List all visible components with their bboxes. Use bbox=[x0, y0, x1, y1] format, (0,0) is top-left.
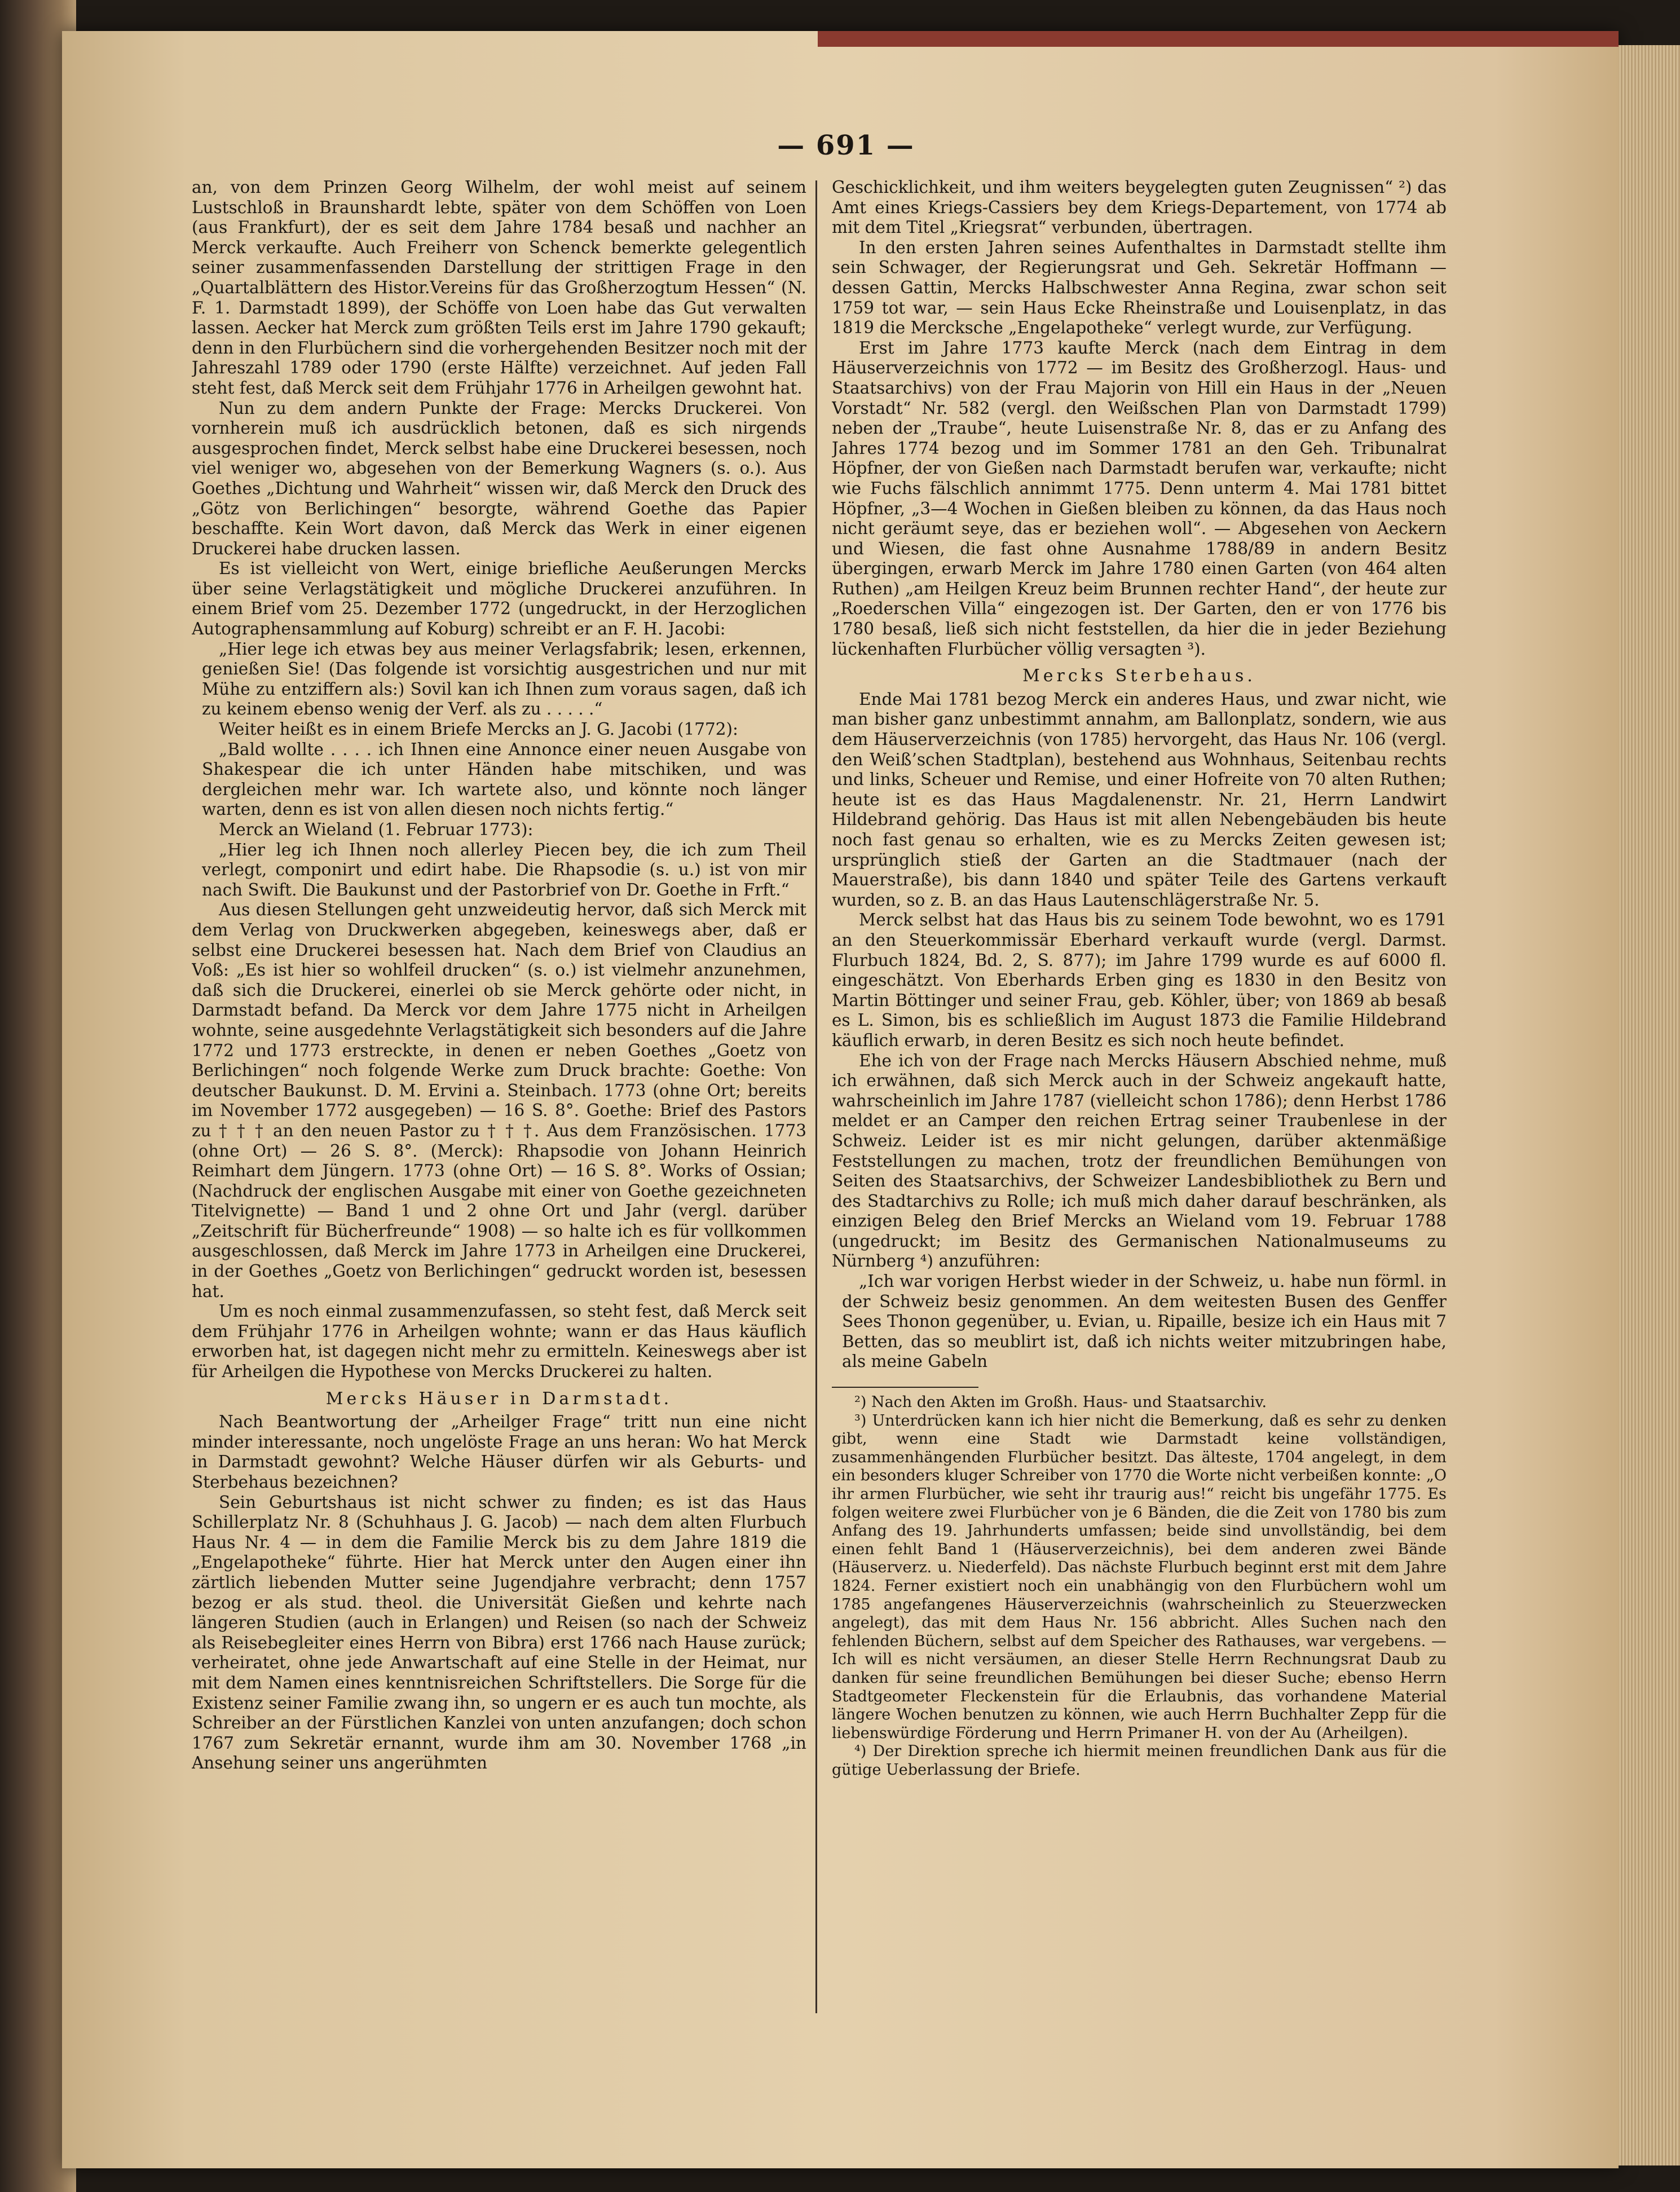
footnote: ³) Unterdrücken kann ich hier nicht die Bemerkung, daß es sehr zu denken gibt, wenn eine Stadt wie Darmstadt keine vollständigen, zusammenhängenden Flurbücher besitzt. Das älteste, 1704 angelegt, in dem ein besonders kluger Schreiber von 1770 die Worte nicht verbeißen konnte: „O ihr armen Flurbücher, wie seht ihr traurig aus!“ reicht bis ungefähr 1775. Es folgen weitere zwei Flurbücher von je 6 Bänden, die die Zeit von 1780 bis zum Anfang des 19. Jahrhunderts umfassen; beide sind unvollständig, bei dem einen fehlt Band 1 (Häuserverzeichnis), bei dem anderen zwei Bände (Häuserverz. u. Niederfeld). Das nächste Flurbuch beginnt erst mit dem Jahre 1824. Ferner existiert noch ein unabhängig von den Flurbüchern wohl um 1785 angefangenes Häuserverzeichnis (wahrscheinlich zu Steuerzwecken angelegt), das mit dem Haus Nr. 156 abbricht. Alles Suchen nach den fehlenden Büchern, selbst auf dem Speicher des Rathauses, war vergebens. — Ich will es nicht versäumen, an dieser Stelle Herrn Rechnungsrat Daub zu danken für seine freundlichen Bemühungen bei dieser Suche; ebenso Herrn Stadtgeometer Fleckenstein für die Erlaubnis, das vorhandene Material längere Wochen benutzen zu können, wie auch Herrn Buchhalter Zepp für die liebenswürdige Förderung und Herrn Primaner H. von der Au (Arheilgen). bbox=[832, 1412, 1447, 1742]
paragraph: an, von dem Prinzen Georg Wilhelm, der wohl meist auf seinem Lustschloß in Braunshardt lebte, später von dem Schöffen von Loen (aus Frankfurt), der es seit dem Jahre 1784 besaß und nachher an Merck verkaufte. Auch Freiherr von Schenck bemerkte gelegentlich seiner zusammenfassenden Darstellung der strittigen Frage in den „Quartalblättern des Histor.Vereins für das Großherzogtum Hessen“ (N. F. 1. Darmstadt 1899), der Schöffe von Loen habe das Gut verwalten lassen. Aecker hat Merck zum größten Teils erst im Jahre 1790 gekauft; denn in den Flurbüchern sind die vorhergehenden Besitzer noch mit der Jahreszahl 1789 oder 1790 (erste Hälfte) verzeichnet. Auf jeden Fall steht fest, daß Merck seit dem Frühjahr 1776 in Arheilgen gewohnt hat. bbox=[192, 178, 806, 398]
paragraph: Ehe ich von der Frage nach Mercks Häusern Abschied nehme, muß ich erwähnen, daß sich Merck auch in der Schweiz angekauft hatte, wahrscheinlich im Jahre 1787 (vielleicht schon 1786); denn Herbst 1786 meldet er an Camper den reichen Ertrag seiner Traubenlese in der Schweiz. Leider ist es mir nicht gelungen, darüber aktenmäßige Feststellungen zu machen, trotz der freundlichen Bemühungen von Seiten des Staatsarchivs, der Schweizer Landesbibliothek zu Bern und des Stadtarchivs zu Rolle; ich muß mich daher darauf beschränken, als einzigen Beleg den Brief Mercks an Wieland vom 19. Februar 1788 (ungedruckt; im Besitz des Germanischen Nationalmuseums zu Nürnberg ⁴) anzuführen: bbox=[832, 1051, 1447, 1271]
paragraph: Merck an Wieland (1. Februar 1773): bbox=[219, 820, 533, 839]
paragraph: Geschicklichkeit, und ihm weiters beygelegten guten Zeugnissen“ ²) das Amt eines Kriegs-Cassiers bey dem Kriegs-Departement, von 1774 ab mit dem Titel „Kriegsrat“ verbunden, übertragen. bbox=[832, 178, 1447, 237]
quotation: „Hier lege ich etwas bey aus meiner Verlagsfabrik; lesen, erkennen, genießen Sie! (Das folgende ist vorsichtig ausgestrichen und nur mit Mühe zu entziffern als:) Sovil kan ich Ihnen zum voraus sagen, daß ich zu keinem ebenso wenig der Verf. als zu . . . . .“ bbox=[202, 639, 806, 719]
footnotes bbox=[832, 1393, 1447, 1779]
section-heading: Mercks Häuser in Darmstadt. bbox=[325, 1388, 673, 1409]
paragraph: Merck selbst hat das Haus bis zu seinem Tode bewohnt, wo es 1791 an den Steuerkommissär Eberhard verkauft wurde (vergl. Darmst. Flurbuch 1824, Bd. 2, S. 877); im Jahre 1799 wurde es auf 6000 fl. eingeschätzt. Von Eberhards Erben ging es 1830 in den Besitz von Martin Böttinger und seiner Frau, geb. Köhler, über; von 1869 ab besaß es L. Simon, bis es schließlich im August 1873 die Familie Hildebrand käuflich erwarb, in deren Besitz es sich noch heute befindet. bbox=[832, 910, 1447, 1050]
paragraph: Sein Geburtshaus ist nicht schwer zu finden; es ist das Haus Schillerplatz Nr. 8 (Schuhhaus J. G. Jacob) — nach dem alten Flurbuch Haus Nr. 4 — in dem die Familie Merck bis zu dem Jahre 1819 die „Engelapotheke“ führte. Hier hat Merck unter den Augen einer ihn zärtlich liebenden Mutter seine Jugendjahre verbracht; denn 1757 bezog er als stud. theol. die Universität Gießen und kehrte nach längeren Studien (auch in Erlangen) und Reisen (so nach der Schweiz als Reisebegleiter eines Herrn von Bibra) erst 1766 nach Hause zurück; verheiratet, ohne jede Anwartschaft auf eine Stelle in der Heimat, nur mit dem Namen eines kenntnisreichen Schriftstellers. Die Sorge für die Existenz seiner Familie zwang ihn, so ungern er es auch tun mochte, als Schreiber an der Fürstlichen Kanzlei von unten anzufangen; doch schon 1767 zum Sekretär ernannt, wurde ihm am 30. November 1768 „in Ansehung seiner uns angerühmten bbox=[192, 1492, 806, 1773]
footnote: ⁴) Der Direktion spreche ich hiermit meinen freundlichen Dank aus für die gütige Ueberlassung der Briefe. bbox=[832, 1743, 1447, 1779]
right-column bbox=[832, 178, 1447, 2022]
page-stack-edge bbox=[1619, 45, 1680, 2165]
paragraph: In den ersten Jahren seines Aufenthaltes in Darmstadt stellte ihm sein Schwager, der Regierungsrat und Geh. Sekretär Hoffmann — dessen Gattin, Mercks Halbschwester Anna Regina, zwar schon seit 1759 tot war, — sein Haus Ecke Rheinstraße und Louisenplatz, in das 1819 die Mercksche „Engelapotheke“ verlegt wurde, zur Verfügung. bbox=[832, 237, 1447, 338]
paragraph: Um es noch einmal zusammenzufassen, so steht fest, daß Merck seit dem Frühjahr 1776 in Arheilgen wohnte; wann er das Haus käuflich erworben hat, ist dagegen nicht mehr zu ermitteln. Keineswegs aber ist für Arheilgen die Hypothese von Mercks Druckerei zu halten. bbox=[192, 1302, 806, 1382]
footnote: ²) Nach den Akten im Großh. Haus- und Staatsarchiv. bbox=[854, 1393, 1267, 1412]
section-heading: Mercks Sterbehaus. bbox=[1022, 666, 1256, 686]
paragraph: Nach Beantwortung der „Arheilger Frage“ tritt nun eine nicht minder interessante, noch ungelöste Frage an uns heran: Wo hat Merck in Darmstadt gewohnt? Welche Häuser dürfen wir als Geburts- und Sterbehaus bezeichnen? bbox=[192, 1412, 806, 1492]
binding-strip bbox=[818, 31, 1619, 47]
paragraph: Nun zu dem andern Punkte der Frage: Mercks Druckerei. Von vornherein muß ich ausdrücklich betonen, daß es sich nirgends ausgesprochen findet, Merck selbst habe eine Druckerei besessen, noch viel weniger wo, abgesehen von der Bemerkung Wagners (s. o.). Aus Goethes „Dichtung und Wahrheit“ wissen wir, daß Merck den Druck des „Götz von Berlichingen“ besorgte, während Goethe das Papier beschaffte. Kein Wort davon, daß Merck das Werk in einer eigenen Druckerei habe drucken lassen. bbox=[192, 398, 806, 558]
paragraph: Ende Mai 1781 bezog Merck ein anderes Haus, und zwar nicht, wie man bisher ganz unbestimmt annahm, am Ballonplatz, sondern, wie aus dem Häuserverzeichnis (von 1785) hervorgeht, das Haus Nr. 106 (vergl. den Weiß’schen Stadtplan), bestehend aus Wohnhaus, Seitenbau rechts und links, Scheuer und Remise, und einer Hofreite von 70 alten Ruthen; heute ist es das Haus Magdalenenstr. Nr. 21, Herrn Landwirt Hildebrand gehörig. Das Haus ist mit allen Nebengebäuden bis heute noch fast genau so erhalten, wie es zu Mercks Zeiten gewesen ist; ursprünglich stieß der Garten an die Stadtmauer (nach der Mauerstraße), bis dann 1840 und später Teile des Gartens verkauft wurden, so z. B. an das Haus Lautenschlägerstraße Nr. 5. bbox=[832, 689, 1447, 910]
quotation: „Hier leg ich Ihnen noch allerley Piecen bey, die ich zum Theil verlegt, componirt und edirt habe. Die Rhapsodie (s. u.) ist von mir nach Swift. Die Baukunst und der Pastorbrief von Dr. Goethe in Frft.“ bbox=[202, 840, 806, 899]
paragraph: Aus diesen Stellungen geht unzweideutig hervor, daß sich Merck mit dem Verlag von Druckwerken abgegeben, keineswegs aber, daß er selbst eine Druckerei besessen hat. Nach dem Brief von Claudius an Voß: „Es ist hier so wohlfeil drucken“ (s. o.) ist vielmehr anzunehmen, daß sich die Druckerei, einerlei ob sie Merck gehörte oder nicht, in Darmstadt befand. Da Merck vor dem Jahre 1775 nicht in Arheilgen wohnte, seine ausgedehnte Verlagstätigkeit sich besonders auf die Jahre 1772 und 1773 erstreckte, in denen er neben Goethes „Goetz von Berlichingen“ noch folgende Werke zum Druck brachte: Goethe: Von deutscher Baukunst. D. M. Ervini a. Steinbach. 1773 (ohne Ort; bereits im November 1772 ausgegeben) — 16 S. 8°. Goethe: Brief des Pastors zu † † † an den neuen Pastor zu † † †. Aus dem Französischen. 1773 (ohne Ort) — 26 S. 8°. (Merck): Rhapsodie von Johann Heinrich Reimhart dem Jüngern. 1773 (ohne Ort) — 16 S. 8°. Works of Ossian; (Nachdruck der englischen Ausgabe mit einer von Goethe gezeichneten Titelvignette) — Band 1 und 2 ohne Ort und Jahr (vergl. darüber „Zeitschrift für Bücherfreunde“ 1908) — so halte ich es für vollkommen ausgeschlossen, daß Merck im Jahre 1773 in Arheilgen eine Druckerei, in der Goethes „Goetz von Berlichingen“ gedruckt worden ist, besessen hat. bbox=[192, 900, 806, 1301]
page-number: — 691 — bbox=[777, 130, 915, 161]
quotation: „Bald wollte . . . . ich Ihnen eine Annonce einer neuen Ausgabe von Shakespear die ich unter Händen habe mitschiken, und was dergleichen mehr war. Ich wartete also, und könnte noch länger warten, denn es ist von allen diesen noch nichts fertig.“ bbox=[202, 739, 806, 819]
footnote-rule bbox=[832, 1387, 978, 1388]
column-divider bbox=[815, 180, 817, 2013]
quotation: „Ich war vorigen Herbst wieder in der Schweiz, u. habe nun förml. in der Schweiz besiz genommen. An dem weitesten Busen des Genffer Sees Thonon gegenüber, u. Evian, u. Ripaille, besize ich ein Haus mit 7 Betten, das so meublirt ist, daß ich nichts weiter mitzubringen habe, als meine Gabeln bbox=[842, 1272, 1447, 1371]
paragraph: Weiter heißt es in einem Briefe Mercks an J. G. Jacobi (1772): bbox=[219, 720, 738, 739]
left-column bbox=[192, 178, 806, 2022]
paragraph: Erst im Jahre 1773 kaufte Merck (nach dem Eintrag in dem Häuserverzeichnis von 1772 — im Besitz des Großherzogl. Haus- und Staatsarchivs) von der Frau Majorin von Hill ein Haus in der „Neuen Vorstadt“ Nr. 582 (vergl. den Weißschen Plan von Darmstadt 1799) neben der „Traube“, heute Luisenstraße Nr. 8, das er zu Anfang des Jahres 1774 bezog und im Sommer 1781 an den Geh. Tribunalrat Höpfner, der von Gießen nach Darmstadt berufen war, verkaufte; nicht wie Fuchs fälschlich annimmt 1775. Denn unterm 4. Mai 1781 bittet Höpfner, „3—4 Wochen in Gießen bleiben zu können, da das Haus noch nicht geräumt seye, das er beziehen woll“. — Abgesehen von Aeckern und Wiesen, die fast ohne Ausnahme 1788/89 in andern Besitz übergingen, erwarb Merck im Jahre 1780 einen Garten (von 464 alten Ruthen) „am Heilgen Kreuz beim Brunnen rechter Hand“, der heute zur „Roederschen Villa“ eingezogen ist. Der Garten, den er von 1776 bis 1780 besaß, ließ sich nicht feststellen, da hier die in jeder Beziehung lückenhaften Flurbücher völlig versagten ³). bbox=[832, 338, 1447, 659]
paragraph: Es ist vielleicht von Wert, einige briefliche Aeußerungen Mercks über seine Verlagstätigkeit und mögliche Druckerei anzuführen. In einem Brief vom 25. Dezember 1772 (ungedruckt, in der Herzoglichen Autographensammlung auf Koburg) schreibt er an F. H. Jacobi: bbox=[192, 559, 806, 639]
